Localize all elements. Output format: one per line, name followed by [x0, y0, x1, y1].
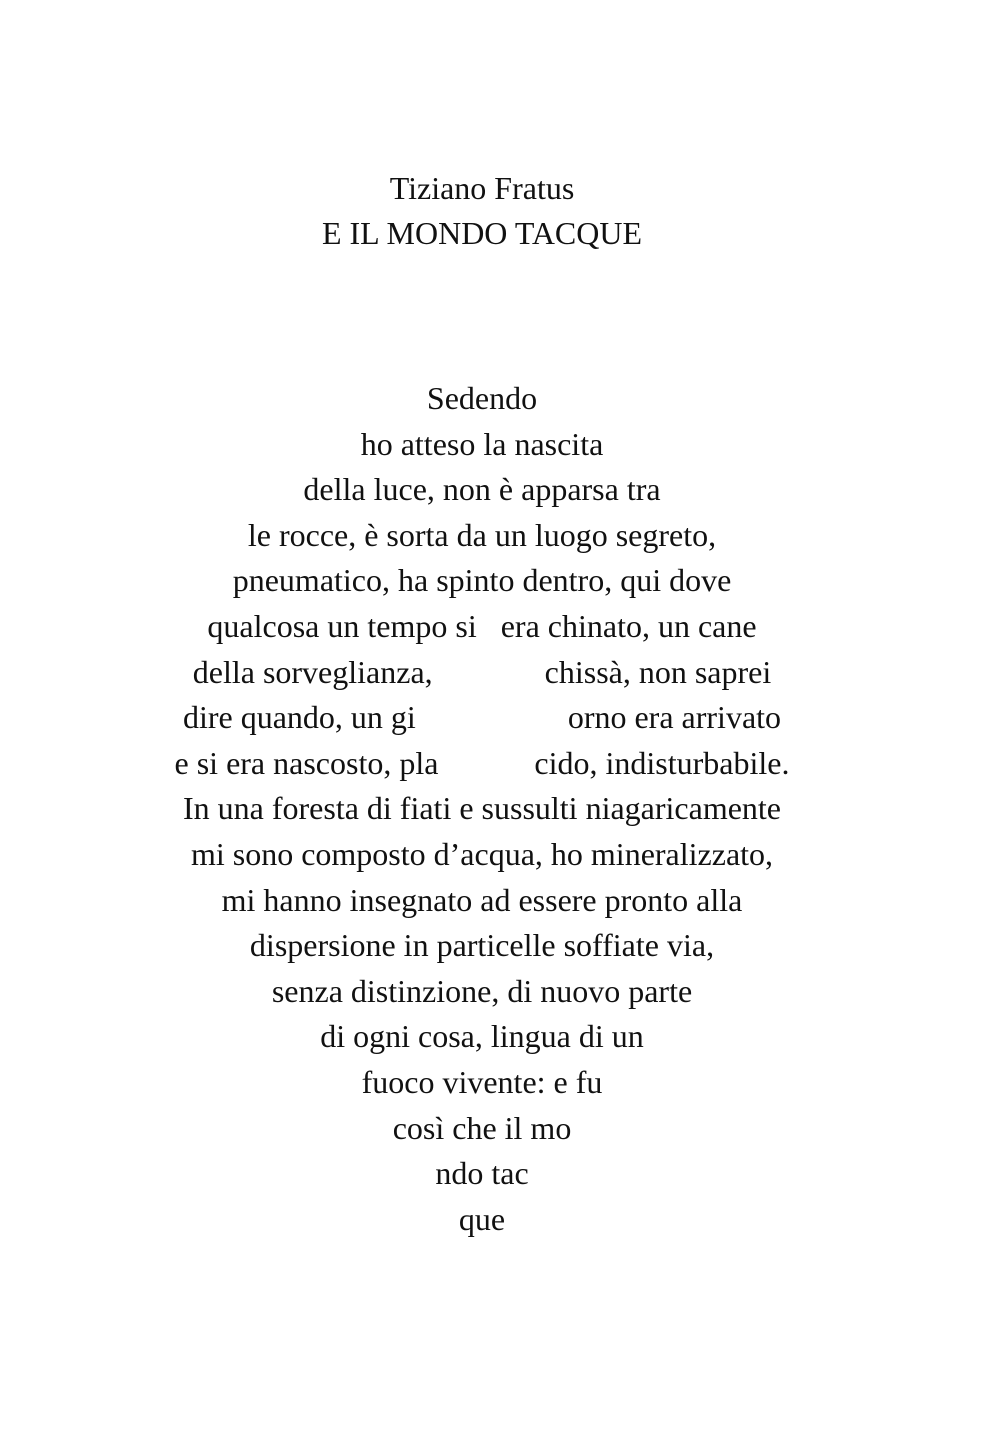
poem-line: ho atteso la nascita	[360, 425, 604, 462]
poem-line: e si era nascosto, pla cido, indisturbabile.	[174, 744, 790, 781]
poem-line: dire quando, un gi orno era arrivato	[182, 699, 782, 736]
poem-line: que	[458, 1200, 506, 1237]
poem-title: E IL MONDO TACQUE	[321, 215, 643, 251]
poem-line: pneumatico, ha spinto dentro, qui dove	[232, 562, 732, 599]
poem-line: così che il mo	[392, 1109, 572, 1146]
poem-line: fuoco vivente: e fu	[361, 1063, 603, 1100]
poem-line: ndo tac	[435, 1155, 529, 1192]
header	[0, 166, 964, 256]
poem-line: le rocce, è sorta da un luogo segreto,	[247, 516, 717, 553]
poem-body	[0, 376, 964, 1242]
poem-line: di ogni cosa, lingua di un	[320, 1018, 644, 1055]
author-name: Tiziano Fratus	[389, 170, 575, 206]
poem-line: Sedendo	[426, 380, 538, 416]
poem-line: senza distinzione, di nuovo parte	[271, 972, 693, 1009]
poem-line: dispersione in particelle soffiate via,	[249, 927, 715, 964]
poem-line: mi hanno insegnato ad essere pronto alla	[221, 881, 743, 918]
poem-line: della luce, non è apparsa tra	[303, 471, 661, 508]
poem-line: qualcosa un tempo si era chinato, un cane	[207, 607, 757, 644]
poem-line: della sorveglianza, chissà, non saprei	[192, 653, 772, 690]
poem-line: In una foresta di fiati e sussulti niagaricamente	[182, 790, 781, 827]
poem-line: mi sono composto d’acqua, ho mineralizzato,	[190, 835, 774, 872]
